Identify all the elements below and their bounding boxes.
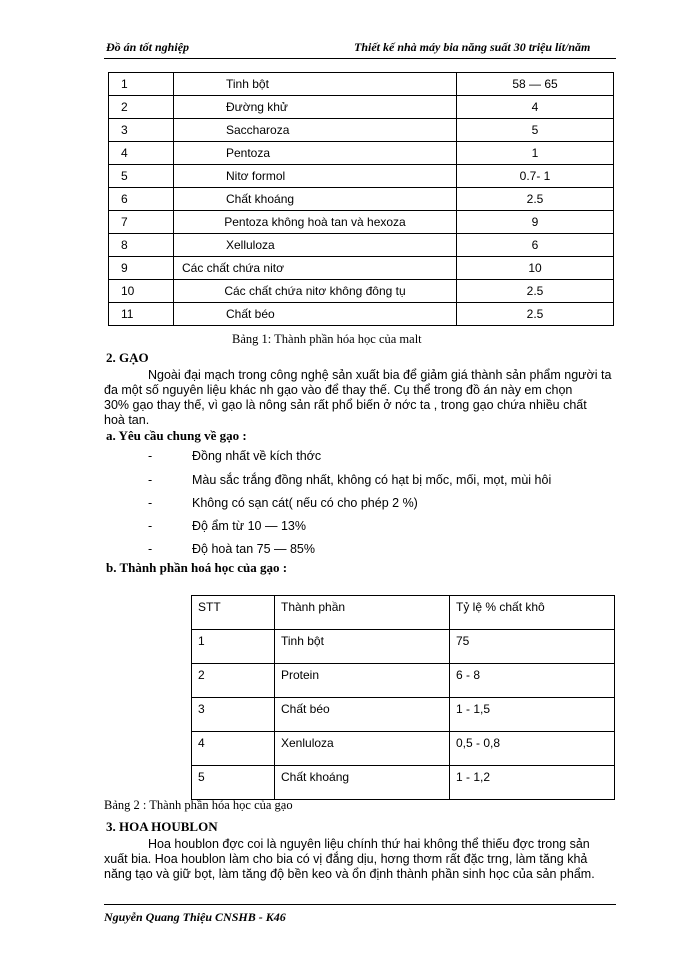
component-name: Nitơ formol [174,165,457,188]
table-cell: 2 [192,664,275,698]
component-value: 0.7- 1 [457,165,614,188]
row-number: 2 [109,96,174,119]
header-rule [104,58,616,59]
bullet-dash: - [148,496,153,510]
table-header-row [192,596,615,630]
bullet-dash: - [148,449,153,463]
row-number: 6 [109,188,174,211]
section2-heading: 2. GẠO [106,350,149,365]
para-line: xuất bia. Hoa houblon làm cho bia có vị đắng dịu, hơng thơm rất đặc trng, làm tăng khả [104,852,588,866]
table-cell: 3 [192,698,275,732]
component-value: 10 [457,257,614,280]
table-row [109,257,614,280]
component-value: 2.5 [457,280,614,303]
header-right: Thiết kế nhà máy bia năng suất 30 triệu lít/năm [354,40,591,54]
table-cell: 1 - 1,2 [450,766,615,800]
para-line: đa một số nguyên liệu khác nh gạo vào để thay thế. Cụ thể trong đồ án này em chọn [104,383,573,397]
table1-caption: Bảng 1: Thành phần hóa học của malt [232,332,422,346]
table-cell: 1 [192,630,275,664]
list-item: Màu sắc trắng đồng nhất, không có hạt bị mốc, mối, mọt, mùi hôi [192,473,552,487]
subheading-b: b. Thành phần hoá học của gạo : [106,560,288,575]
table-row [192,664,615,698]
footer-author: Nguyễn Quang Thiệu CNSHB - K46 [104,910,286,924]
table-cell: 5 [192,766,275,800]
bullet-dash: - [148,542,153,556]
component-name: Pentoza không hoà tan và hexoza [174,211,457,234]
list-item: Đồng nhất về kích thớc [192,449,322,463]
row-number: 4 [109,142,174,165]
table-cell: Chất béo [275,698,450,732]
list-item: Độ ẩm từ 10 — 13% [192,519,306,533]
bullet-dash: - [148,519,153,533]
table-row [109,280,614,303]
table-row [109,165,614,188]
table-row [109,142,614,165]
component-value: 2.5 [457,188,614,211]
row-number: 10 [109,280,174,303]
subheading-a: a. Yêu cầu chung về gạo : [106,428,247,443]
section2-paragraph [104,368,616,428]
table-row [192,732,615,766]
table-row [109,188,614,211]
table-row [192,630,615,664]
table-row [109,73,614,96]
component-value: 5 [457,119,614,142]
component-name: Xelluloza [174,234,457,257]
column-header: Tỷ lệ % chất khô [450,596,615,630]
table-cell: Protein [275,664,450,698]
bullet-dash: - [148,473,153,487]
table-cell: Chất khoáng [275,766,450,800]
column-header: Thành phần [275,596,450,630]
column-header: STT [192,596,275,630]
table-cell: Xenluloza [275,732,450,766]
component-value: 4 [457,96,614,119]
component-name: Saccharoza [174,119,457,142]
component-value: 2.5 [457,303,614,326]
list-item: Độ hoà tan 75 — 85% [192,542,315,556]
para-line: 30% gạo thay thế, vì gạo là nông sản rất phổ biến ở nớc ta , trong gạo chứa nhiều chất [104,398,587,412]
component-name: Các chất chứa nitơ không đông tụ [174,280,457,303]
component-value: 9 [457,211,614,234]
table-row [109,303,614,326]
header-left: Đồ án tốt nghiệp [106,40,190,54]
section3-heading: 3. HOA HOUBLON [106,819,218,834]
table-cell: 6 - 8 [450,664,615,698]
rice-composition-table [191,595,615,800]
malt-composition-table [108,72,614,326]
row-number: 8 [109,234,174,257]
component-value: 1 [457,142,614,165]
table-row [109,119,614,142]
table-row [109,234,614,257]
component-name: Pentoza [174,142,457,165]
para-line: hoà tan. [104,413,150,427]
para-line: Hoa houblon đợc coi là nguyên liệu chính thứ hai không thể thiếu đợc trong sản [148,837,590,851]
component-value: 6 [457,234,614,257]
table-cell: 4 [192,732,275,766]
component-name: Chất béo [174,303,457,326]
section3-paragraph [104,837,616,882]
row-number: 7 [109,211,174,234]
row-number: 3 [109,119,174,142]
component-name: Đường khử [174,96,457,119]
table-cell: 1 - 1,5 [450,698,615,732]
table-row [192,698,615,732]
table-cell: Tinh bột [275,630,450,664]
table2-caption: Bảng 2 : Thành phần hóa học của gạo [104,798,293,812]
table-cell: 0,5 - 0,8 [450,732,615,766]
table-row [109,211,614,234]
para-line: Ngoài đại mạch trong công nghệ sản xuất bia để giảm giá thành sản phẩm người ta [148,368,612,382]
table-row [192,766,615,800]
list-item: Không có sạn cát( nếu có cho phép 2 %) [192,496,418,510]
footer-rule [104,904,616,905]
para-line: năng tạo và giữ bọt, làm tăng độ bền keo và ổn định thành phần sinh học của sản phẩm. [104,867,595,881]
table-cell: 75 [450,630,615,664]
component-value: 58 — 65 [457,73,614,96]
component-name: Tinh bột [174,73,457,96]
row-number: 1 [109,73,174,96]
component-name: Các chất chứa nitơ [174,257,457,280]
row-number: 11 [109,303,174,326]
row-number: 9 [109,257,174,280]
component-name: Chất khoáng [174,188,457,211]
row-number: 5 [109,165,174,188]
table-row [109,96,614,119]
